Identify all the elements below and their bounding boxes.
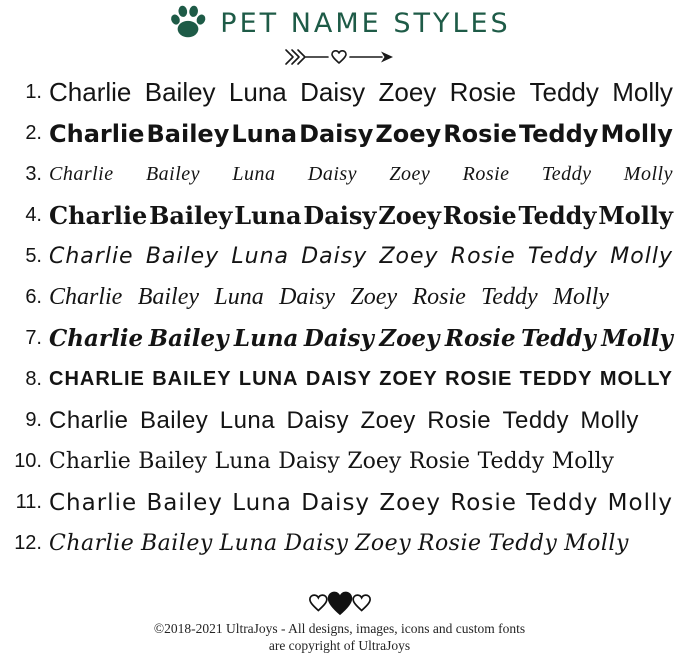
pet-name: Zoey (379, 489, 441, 516)
pet-name: Bailey (144, 77, 216, 107)
pet-name: Rosie (449, 77, 517, 107)
row-number: 7. (25, 327, 42, 349)
pet-name: Rosie (417, 531, 482, 556)
pet-name: Zoey (379, 244, 439, 269)
pet-name: Charlie (49, 201, 148, 230)
pet-name: Rosie (450, 489, 517, 516)
pet-name: Rosie (442, 201, 517, 230)
pet-name: Teddy (527, 244, 599, 269)
paw-icon (168, 4, 208, 42)
pet-name: Luna (232, 489, 292, 516)
pet-name: CHARLIE (49, 368, 145, 390)
pet-name: Charlie (49, 163, 114, 185)
pet-name: Molly (551, 449, 614, 474)
row-number: 3. (25, 163, 42, 185)
pet-name: Luna (231, 119, 298, 148)
pet-name: Molly (580, 406, 639, 434)
row-number: 1. (25, 81, 42, 103)
arrow-heart-divider-icon (282, 46, 398, 68)
name-style-row (6, 318, 673, 359)
pet-name: Charlie (49, 406, 129, 434)
pet-name: Molly (607, 489, 673, 516)
pet-name: Teddy (518, 119, 599, 148)
pet-name: MOLLY (599, 368, 673, 390)
name-style-row (6, 400, 673, 441)
pet-name: Daisy (299, 119, 374, 148)
pet-name: BAILEY (152, 368, 232, 390)
name-style-row (6, 154, 673, 195)
name-style-row (6, 441, 673, 482)
row-number: 10. (14, 450, 42, 472)
name-style-row (6, 72, 673, 113)
pet-name: Teddy (541, 163, 592, 185)
name-style-row (6, 482, 673, 523)
pet-name: Charlie (49, 531, 135, 556)
pet-name: Teddy (529, 77, 599, 107)
pet-name: Zoey (378, 77, 437, 107)
pet-name: Teddy (521, 325, 596, 352)
pet-name: Luna (214, 449, 271, 474)
pet-name: Charlie (49, 77, 132, 107)
pet-name: Molly (601, 325, 673, 352)
pet-name: Bailey (149, 201, 233, 230)
pet-name: Molly (612, 77, 673, 107)
name-style-row (6, 195, 673, 236)
row-names (49, 163, 673, 186)
pet-name: Teddy (518, 201, 597, 230)
pet-name: Molly (564, 531, 629, 556)
pet-name: Zoey (378, 201, 441, 230)
pet-name: Rosie (408, 449, 471, 474)
pet-name: ZOEY (379, 368, 438, 390)
pet-name: Zoey (350, 284, 398, 310)
pet-name: Daisy (303, 325, 374, 352)
pet-name: Daisy (300, 77, 366, 107)
pet-name: Daisy (301, 489, 371, 516)
row-number: 4. (25, 204, 42, 226)
pet-name: Molly (598, 201, 673, 230)
rows (0, 72, 679, 564)
row-names (49, 449, 614, 474)
row-number: 2. (25, 122, 42, 144)
pet-name: Bailey (145, 163, 201, 185)
pet-name: Molly (600, 119, 673, 148)
pet-name: Daisy (307, 163, 358, 185)
pet-name: Charlie (49, 119, 145, 148)
pet-name: Charlie (49, 325, 144, 352)
pet-name: Teddy (481, 284, 538, 310)
row-names (49, 490, 673, 516)
pet-name: Rosie (443, 119, 517, 148)
pet-name: Bailey (146, 119, 230, 148)
pet-name: Molly (610, 244, 673, 269)
name-style-row (6, 236, 673, 277)
row-number: 5. (25, 245, 42, 267)
copyright (0, 620, 679, 654)
name-style-row (6, 523, 673, 564)
copyright-line-2: are copyright of UltraJoys (268, 638, 411, 653)
row-names (49, 120, 673, 148)
row-names (49, 407, 639, 435)
pet-name: Rosie (427, 406, 492, 434)
row-number: 6. (25, 286, 42, 308)
header (0, 0, 679, 44)
pet-name: Zoey (360, 406, 416, 434)
pet-name: Zoey (355, 531, 412, 556)
pet-name: Charlie (49, 449, 131, 474)
pet-name: Bailey (138, 449, 208, 474)
row-names (49, 325, 673, 352)
pet-name: Rosie (462, 163, 510, 185)
row-names (49, 77, 673, 108)
pet-name: Zoey (379, 325, 440, 352)
pet-name: ROSIE (445, 368, 513, 390)
pet-name: LUNA (238, 368, 299, 390)
pet-name: Molly (552, 284, 609, 310)
pet-name: Luna (232, 163, 276, 185)
row-names (49, 284, 609, 311)
pet-name: Daisy (284, 531, 349, 556)
row-number: 12. (14, 532, 42, 554)
pet-name: Luna (219, 406, 276, 434)
pet-name: TEDDY (519, 368, 593, 390)
pet-name: Luna (231, 244, 290, 269)
footer-hearts (0, 586, 679, 618)
pet-name: DAISY (305, 368, 372, 390)
pet-name: Luna (233, 325, 299, 352)
row-names (49, 531, 629, 556)
pet-name: Charlie (49, 284, 123, 310)
pet-name: Bailey (139, 406, 209, 434)
pet-name: Molly (623, 163, 673, 185)
pet-name: Luna (234, 201, 302, 230)
row-names (49, 244, 673, 269)
pet-name: Bailey (146, 489, 223, 516)
pet-name: Rosie (444, 325, 516, 352)
pet-name: Luna (214, 284, 264, 310)
copyright-line-1: ©2018-2021 UltraJoys - All designs, images, icons and custom fonts (153, 621, 526, 636)
page-title: PET NAME STYLES (220, 7, 511, 39)
pet-name: Daisy (303, 201, 377, 230)
pet-name: Teddy (502, 406, 570, 434)
divider (0, 46, 679, 68)
three-hearts-icon (302, 586, 378, 618)
pet-name: Teddy (488, 531, 558, 556)
pet-name: Bailey (148, 325, 229, 352)
row-names (49, 368, 673, 391)
row-number: 9. (25, 409, 42, 431)
name-style-row (6, 277, 673, 318)
pet-name: Luna (228, 77, 287, 107)
pet-name: Zoey (375, 119, 442, 148)
row-number: 8. (25, 368, 42, 390)
pet-name: Teddy (526, 489, 599, 516)
name-style-row (6, 359, 673, 400)
pet-name: Bailey (145, 244, 220, 269)
pet-name: Luna (219, 531, 278, 556)
pet-name: Zoey (389, 163, 431, 185)
pet-name: Daisy (278, 449, 340, 474)
pet-name: Teddy (477, 449, 545, 474)
pet-name: Charlie (49, 489, 138, 516)
pet-name: Bailey (137, 284, 200, 310)
pet-name: Bailey (140, 531, 213, 556)
pet-name: Daisy (286, 406, 350, 434)
name-style-row (6, 113, 673, 154)
pet-name: Charlie (49, 244, 134, 269)
pet-name: Rosie (412, 284, 466, 310)
pet-name: Daisy (279, 284, 336, 310)
pet-name: Rosie (450, 244, 516, 269)
pet-name: Daisy (301, 244, 368, 269)
pet-name: Zoey (347, 449, 402, 474)
row-names (49, 201, 673, 230)
row-number: 11. (15, 491, 42, 513)
